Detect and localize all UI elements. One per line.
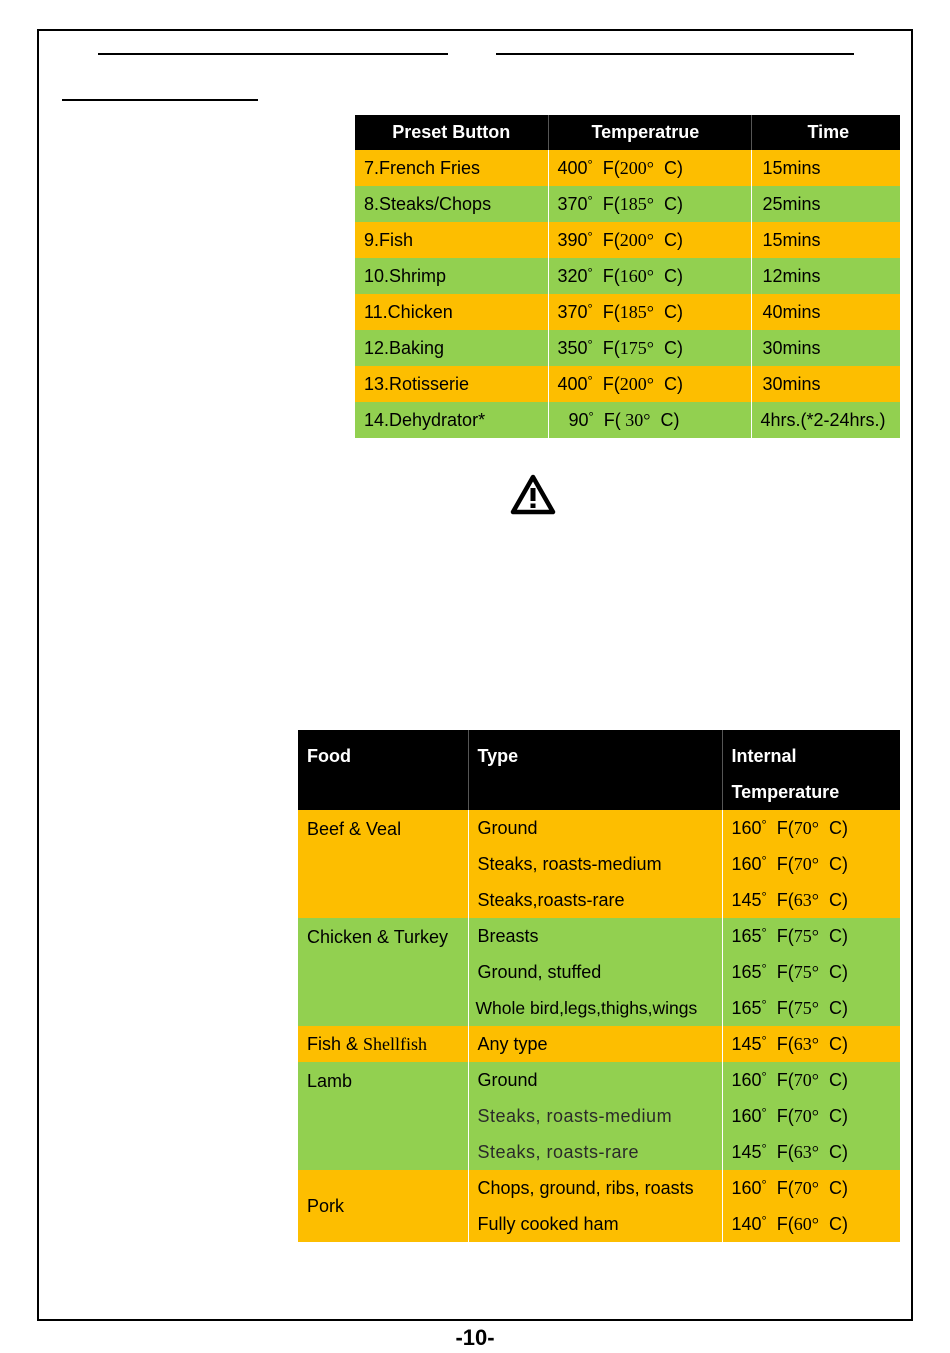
food-temperature: 145° F(63° C)	[722, 1134, 900, 1170]
food-temperature: 140° F(60° C)	[722, 1206, 900, 1242]
table-row	[298, 810, 900, 846]
table-row	[355, 366, 900, 402]
preset-button-label: 9.Fish	[355, 222, 548, 258]
preset-time: 30mins	[751, 366, 900, 402]
food-temperature: 165° F(75° C)	[722, 990, 900, 1026]
table-row	[298, 1062, 900, 1098]
food-type: Any type	[468, 1026, 722, 1062]
food-name: Lamb	[298, 1062, 468, 1170]
preset-time: 4hrs.(*2-24hrs.)	[751, 402, 900, 438]
subheading-rule	[62, 99, 258, 101]
preset-time: 40mins	[751, 294, 900, 330]
preset-temperature: 390° F(200° C)	[548, 222, 751, 258]
table-row	[355, 402, 900, 438]
header-time: Time	[751, 115, 900, 150]
header-preset-button: Preset Button	[355, 115, 548, 150]
food-type: Breasts	[468, 918, 722, 954]
preset-button-label: 7.French Fries	[355, 150, 548, 186]
table-row	[355, 330, 900, 366]
table-row	[298, 1170, 900, 1206]
food-name: Beef & Veal	[298, 810, 468, 918]
preset-button-label: 8.Steaks/Chops	[355, 186, 548, 222]
warning-triangle-icon	[510, 474, 556, 516]
heading-rule-right	[496, 53, 854, 55]
preset-time: 25mins	[751, 186, 900, 222]
preset-temperature: 400° F(200° C)	[548, 150, 751, 186]
food-temperature: 160° F(70° C)	[722, 1098, 900, 1134]
food-name: Fish & Shellfish	[298, 1026, 468, 1062]
preset-temperature: 400° F(200° C)	[548, 366, 751, 402]
table-row	[355, 150, 900, 186]
food-type: Steaks, roasts-medium	[468, 1098, 722, 1134]
food-type: Steaks, roasts-rare	[468, 1134, 722, 1170]
heading-rule-left	[98, 53, 448, 55]
food-temperature: 160° F(70° C)	[722, 846, 900, 882]
food-type: Fully cooked ham	[468, 1206, 722, 1242]
food-type: Chops, ground, ribs, roasts	[468, 1170, 722, 1206]
food-temperature: 160° F(70° C)	[722, 1170, 900, 1206]
table-row	[355, 294, 900, 330]
preset-temperature: 370° F(185° C)	[548, 294, 751, 330]
food-temperature: 145° F(63° C)	[722, 1026, 900, 1062]
preset-table	[355, 115, 900, 438]
table-row	[355, 258, 900, 294]
table-row	[355, 222, 900, 258]
header-internal-temperature	[722, 730, 900, 810]
preset-time: 12mins	[751, 258, 900, 294]
page-number: -10-	[455, 1325, 495, 1350]
food-name: Pork	[298, 1170, 468, 1242]
food-name: Chicken & Turkey	[298, 918, 468, 1026]
header-food: Food	[298, 730, 468, 810]
food-type: Whole bird,legs,thighs,wings	[468, 990, 722, 1026]
food-type: Steaks,roasts-rare	[468, 882, 722, 918]
preset-time: 30mins	[751, 330, 900, 366]
preset-button-label: 14.Dehydrator*	[355, 402, 548, 438]
food-temperature: 165° F(75° C)	[722, 954, 900, 990]
food-temperature: 145° F(63° C)	[722, 882, 900, 918]
preset-temperature: 320° F(160° C)	[548, 258, 751, 294]
preset-time: 15mins	[751, 222, 900, 258]
preset-time: 15mins	[751, 150, 900, 186]
table-row	[298, 918, 900, 954]
preset-button-label: 12.Baking	[355, 330, 548, 366]
header-temp-line2: Temperature	[731, 782, 840, 802]
header-temperature: Temperatrue	[548, 115, 751, 150]
preset-temperature: 90° F( 30° C)	[548, 402, 751, 438]
header-type: Type	[468, 730, 722, 810]
food-type: Ground	[468, 1062, 722, 1098]
table-row	[298, 1026, 900, 1062]
preset-button-label: 11.Chicken	[355, 294, 548, 330]
preset-button-label: 10.Shrimp	[355, 258, 548, 294]
food-type: Steaks, roasts-medium	[468, 846, 722, 882]
internal-temperature-table	[298, 730, 900, 1242]
header-temp-line1: Internal	[731, 746, 797, 766]
table-row	[355, 186, 900, 222]
food-temperature: 160° F(70° C)	[722, 810, 900, 846]
preset-temperature: 370° F(185° C)	[548, 186, 751, 222]
preset-temperature: 350° F(175° C)	[548, 330, 751, 366]
preset-table-header	[355, 115, 900, 150]
food-temperature: 160° F(70° C)	[722, 1062, 900, 1098]
food-type: Ground, stuffed	[468, 954, 722, 990]
preset-button-label: 13.Rotisserie	[355, 366, 548, 402]
food-table-header	[298, 730, 900, 810]
food-temperature: 165° F(75° C)	[722, 918, 900, 954]
food-type: Ground	[468, 810, 722, 846]
